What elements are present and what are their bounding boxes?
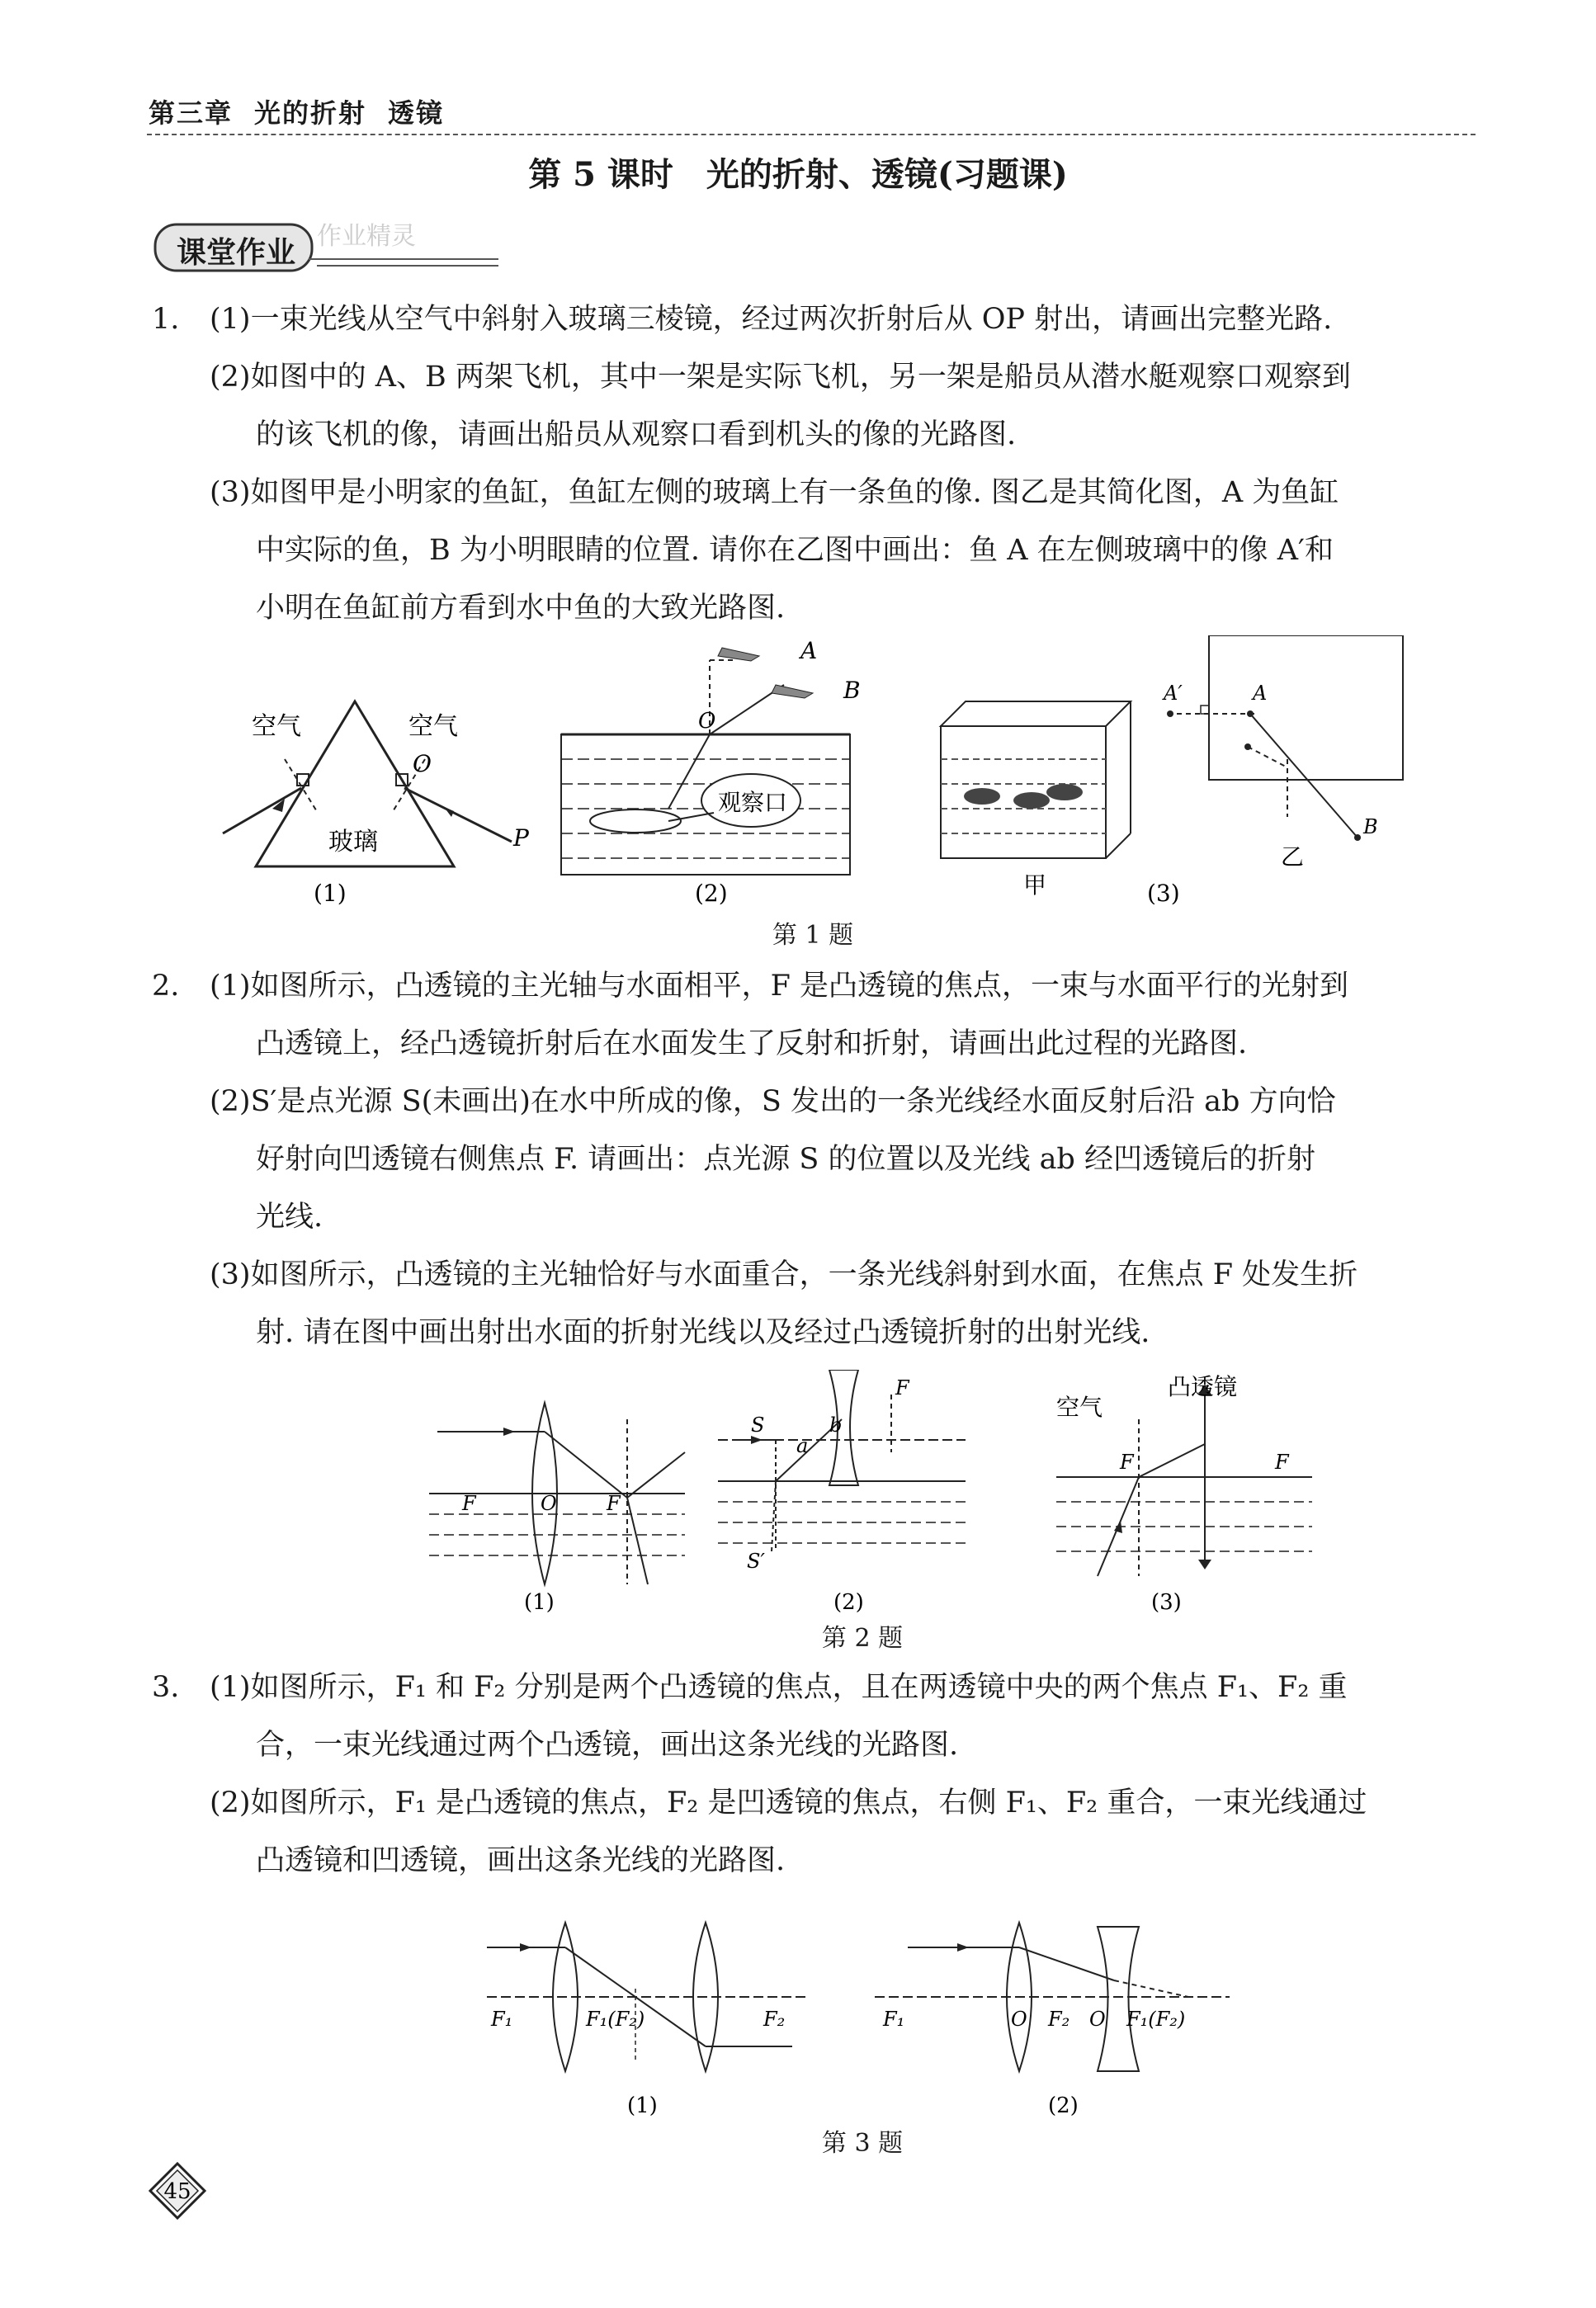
fig2-2-S-prime: S′ <box>747 1550 765 1573</box>
fig3-2-F2: F₂ <box>1048 2008 1070 2031</box>
q2-part1-line2: 凸透镜上，经凸透镜折射后在水面发生了反射和折射，请画出此过程的光路图. <box>256 1027 1248 1060</box>
q3-part2-line2: 凸透镜和凹透镜，画出这条光线的光路图. <box>256 1844 786 1877</box>
q2-caption: 第 2 题 <box>821 1624 904 1653</box>
fig2-1-O: O <box>541 1492 557 1515</box>
section-label-2: 透镜 <box>388 97 445 129</box>
fig3-2-F1F2: F₁(F₂) <box>1126 2008 1186 2031</box>
chapter-label: 第三章 <box>149 97 234 129</box>
fish-icon-1 <box>964 788 1000 805</box>
page-number: 45 <box>163 2179 191 2204</box>
q3-part2-line1: (2)如图所示，F₁ 是凸透镜的焦点，F₂ 是凹透镜的焦点，右侧 F₁、F₂ 重合，一束光线通过 <box>210 1786 1367 1819</box>
tank-diagram-figure <box>1147 635 1403 907</box>
header-divider <box>147 134 1476 135</box>
q2-number: 2. <box>152 970 180 1003</box>
fig2-2-F: F <box>895 1376 909 1399</box>
air-label-2: 空气 <box>408 712 458 741</box>
plane-A-icon <box>718 648 759 661</box>
badge-deco-text: 作业精灵 <box>317 222 416 251</box>
q1-number: 1. <box>152 303 180 336</box>
plane-B-label: B <box>843 677 861 704</box>
figure-yi-label: 乙 <box>1281 843 1305 871</box>
fig2-3-lens: 凸透镜 <box>1168 1373 1238 1400</box>
prism-figure <box>223 701 530 907</box>
fig2-2-S: S <box>751 1414 765 1437</box>
q2-part2-line2: 好射向凹透镜右侧焦点 F. 请画出：点光源 S 的位置以及光线 ab 经凹透镜后的折射 <box>256 1143 1315 1176</box>
fig1-3-caption: (3) <box>1147 880 1180 907</box>
q3-caption: 第 3 题 <box>821 2129 904 2158</box>
q1-part3-line2: 中实际的鱼，B 为小明眼睛的位置. 请你在乙图中画出：鱼 A 在左侧玻璃中的像 A′和 <box>256 534 1334 567</box>
section-badge <box>157 222 416 274</box>
q1-part2-line2: 的该飞机的像，请画出船员从观察口看到机头的像的光路图. <box>256 418 1017 451</box>
fig1-2-caption: (2) <box>695 880 728 907</box>
glass-label: 玻璃 <box>328 828 378 857</box>
fish-icon-2 <box>1013 792 1050 809</box>
fig3-2-O1: O <box>1011 2008 1027 2031</box>
badge-label: 课堂作业 <box>177 236 296 270</box>
fig2-1-F-left: F <box>462 1492 476 1515</box>
point-A-prime-label: A′ <box>1164 682 1183 705</box>
plane-A-label: A <box>800 637 818 664</box>
convex-lens-water-figure <box>429 1403 685 1615</box>
point-B-label: B <box>1363 815 1378 838</box>
fig2-1-F-right: F <box>607 1492 621 1515</box>
fig2-3-F-left: F <box>1120 1451 1134 1474</box>
fish-tank-figure <box>941 701 1131 899</box>
figure-jia-label: 甲 <box>1023 871 1047 899</box>
q2-part2-line1: (2)S′是点光源 S(未画出)在水中所成的像，S 发出的一条光线经水面反射后沿 ab 方向恰 <box>210 1085 1336 1118</box>
q3-part1-line2: 合，一束光线通过两个凸透镜，画出这条光线的光路图. <box>256 1729 959 1762</box>
q2-part2-line3: 光线. <box>256 1201 323 1234</box>
fish-icon-3 <box>1046 784 1083 800</box>
submarine-figure <box>561 637 861 907</box>
q1-part3-line1: (3)如图甲是小明家的鱼缸，鱼缸左侧的玻璃上有一条鱼的像. 图乙是其简化图，A 为鱼缸 <box>210 476 1339 509</box>
section-label-1: 光的折射 <box>254 97 367 129</box>
q1-figures <box>206 635 1428 908</box>
fig2-3-air: 空气 <box>1056 1394 1103 1421</box>
fig2-2-b: b <box>829 1414 843 1437</box>
fig2-2-caption: (2) <box>833 1590 864 1615</box>
point-O-label: O <box>413 750 432 777</box>
q1-caption: 第 1 题 <box>772 921 854 950</box>
q1-part1: 1. (1)一束光线从空气中斜射入玻璃三棱镜，经过两次折射后从 OP 射出，请画出完整光路. <box>152 290 1332 348</box>
convex-lens-axis-figure <box>1056 1373 1312 1615</box>
fig3-1-caption: (1) <box>627 2093 658 2118</box>
convex-concave-lens-figure <box>875 1923 1230 2118</box>
q1-part3-line3: 小明在鱼缸前方看到水中鱼的大致光路图. <box>256 592 786 625</box>
two-convex-lens-figure <box>487 1923 809 2118</box>
fig2-3-caption: (3) <box>1151 1590 1182 1615</box>
fig1-1-caption: (1) <box>314 880 347 907</box>
concave-lens-water-figure <box>718 1370 966 1615</box>
fig3-1-F1F2: F₁(F₂) <box>586 2008 645 2031</box>
fig3-1-F1: F₁ <box>491 2008 513 2031</box>
fig2-3-F-right: F <box>1275 1451 1289 1474</box>
q1-part2-line1: (2)如图中的 A、B 两架飞机，其中一架是实际飞机，另一架是船员从潜水艇观察口观察到 <box>210 361 1351 394</box>
q3-figures <box>479 1914 1263 2129</box>
page-number-badge <box>149 2162 206 2220</box>
q3-number: 3. <box>152 1671 180 1704</box>
lesson-title: 第 5 课时 光的折射、透镜(习题课) <box>528 155 1068 194</box>
q3-part1-line1: 3. (1)如图所示，F₁ 和 F₂ 分别是两个凸透镜的焦点，且在两透镜中央的两个焦点 F₁、F₂ 重 <box>152 1659 1347 1716</box>
point-A-label: A <box>1253 682 1268 705</box>
q2-part1-line1: 2. (1)如图所示，凸透镜的主光轴与水面相平，F 是凸透镜的焦点，一束与水面平行的光射到 <box>152 957 1348 1015</box>
q2-part3-line2: 射. 请在图中画出射出水面的折射光线以及经过凸透镜折射的出射光线. <box>256 1316 1150 1349</box>
q2-figures <box>413 1370 1337 1617</box>
fig3-1-F2: F₂ <box>763 2008 786 2031</box>
fig2-O-label: O <box>698 709 716 734</box>
chapter-header <box>149 92 465 130</box>
fig3-2-caption: (2) <box>1048 2093 1079 2118</box>
plane-B-icon <box>772 685 813 698</box>
fig3-2-O2: O <box>1089 2008 1106 2031</box>
q2-part3-line1: (3)如图所示，凸透镜的主光轴恰好与水面重合，一条光线斜射到水面，在焦点 F 处发生折 <box>210 1258 1358 1291</box>
fig3-2-F1: F₁ <box>883 2008 905 2031</box>
point-P-label: P <box>513 824 529 852</box>
fig2-1-caption: (1) <box>524 1590 555 1615</box>
fig2-2-a: a <box>796 1434 809 1457</box>
air-label-1: 空气 <box>252 712 301 741</box>
observation-window-label: 观察口 <box>718 789 788 816</box>
